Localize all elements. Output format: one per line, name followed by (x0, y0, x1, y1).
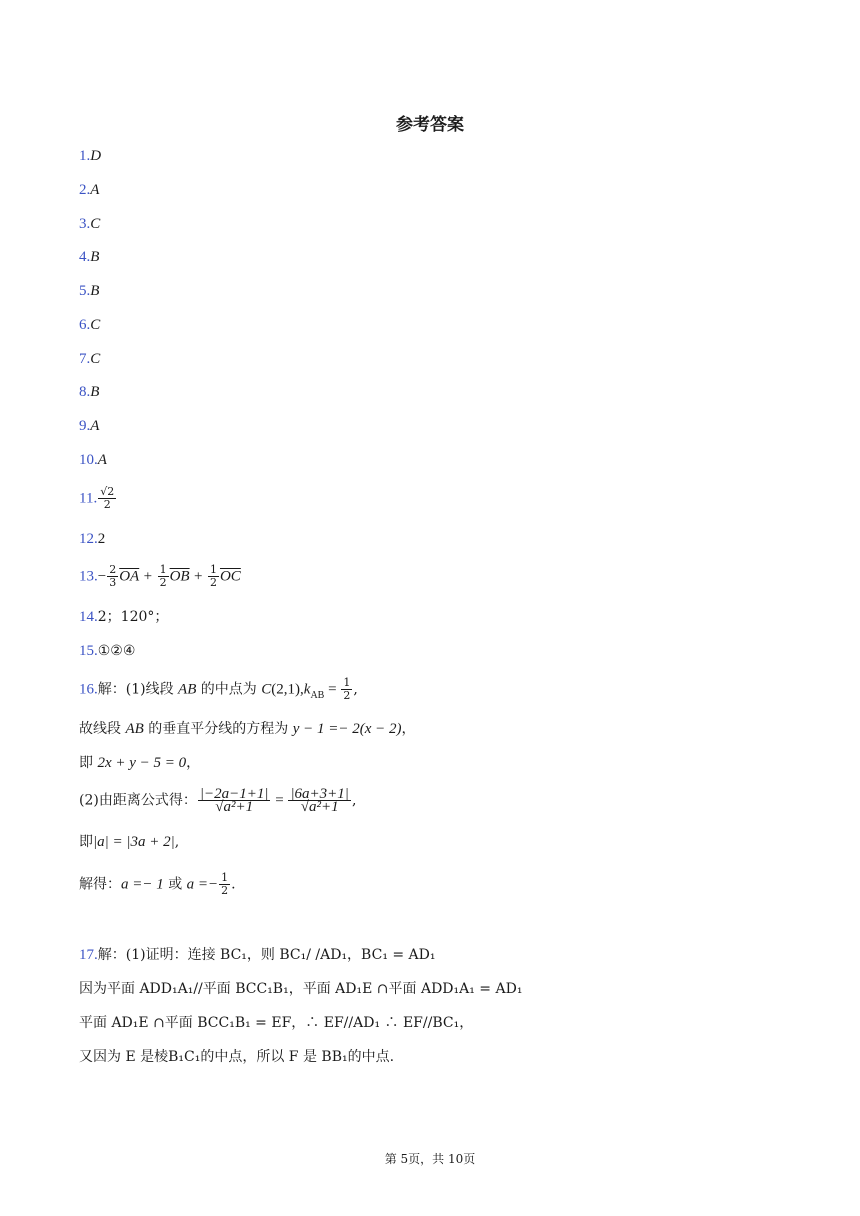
answer-17-line-1: 17.解：(1)证明：连接 BC₁，则 BC₁/ /AD₁，BC₁ = AD₁ (79, 947, 436, 963)
answer-line: 4.B (79, 249, 100, 265)
answer-16-line-5: 即|a| = |3a + 2|, (79, 834, 180, 850)
answer-17-line-4: 又因为 E 是棱B₁C₁的中点，所以 F 是 BB₁的中点. (79, 1049, 395, 1065)
answer-line: 8.B (79, 384, 100, 400)
page-title: 参考答案 (396, 115, 464, 135)
answer-17-line-3: 平面 AD₁E ∩平面 BCC₁B₁ = EF，∴ EF//AD₁ ∴ EF//BC₁， (79, 1015, 474, 1031)
answer-17-line-2: 因为平面 ADD₁A₁//平面 BCC₁B₁，平面 AD₁E ∩平面 ADD₁A₁ = AD₁ (79, 981, 523, 997)
answer-14: 14.2；120°； (79, 609, 169, 625)
answer-16-line-2: 故线段 AB 的垂直平分线的方程为 y − 1 =− 2(x − 2)， (79, 721, 416, 737)
answer-line: 7.C (79, 351, 101, 367)
answer-12: 12.2 (79, 531, 106, 547)
page-footer: 第 5页，共 10页 (384, 1152, 476, 1166)
answer-11: 11. $\frac{√2}{2}$ (79, 485, 115, 511)
answer-16-line-3: 即 2x + y − 5 = 0， (79, 755, 201, 771)
answer-16-line-1: 16.解：(1)线段 AB 的中点为 $C(2,1),k_{AB}$ = $\frac{1}{2}$ , (79, 676, 358, 702)
answer-line: 5.B (79, 283, 100, 299)
answer-line: 6.C (79, 317, 101, 333)
answer-13: 13.− $\frac{2}{3}$ $\overline{OA}$ + $\frac{1}{2}$ $\overline{OB}$ + $\frac{1}{2}$ $\overline{OC}$ (79, 563, 241, 589)
answer-line: 1.D (79, 148, 102, 164)
answer-line: 2.A (79, 182, 100, 198)
answer-16-line-4: (2)由距离公式得： $\frac{|-2a-1+1|}{\text{√a²+1}}$ = $\frac{|6a+3+1|}{\text{√a²+1}}$ , (79, 786, 357, 815)
answer-line: 9.A (79, 418, 100, 434)
answer-line: 10.A (79, 452, 107, 468)
answer-15: 15.①②④ (79, 643, 136, 659)
answer-line: 3.C (79, 216, 101, 232)
answer-16-line-6: 解得：a =− 1 或 a =− $\frac{1}{2}$ . (79, 871, 236, 897)
